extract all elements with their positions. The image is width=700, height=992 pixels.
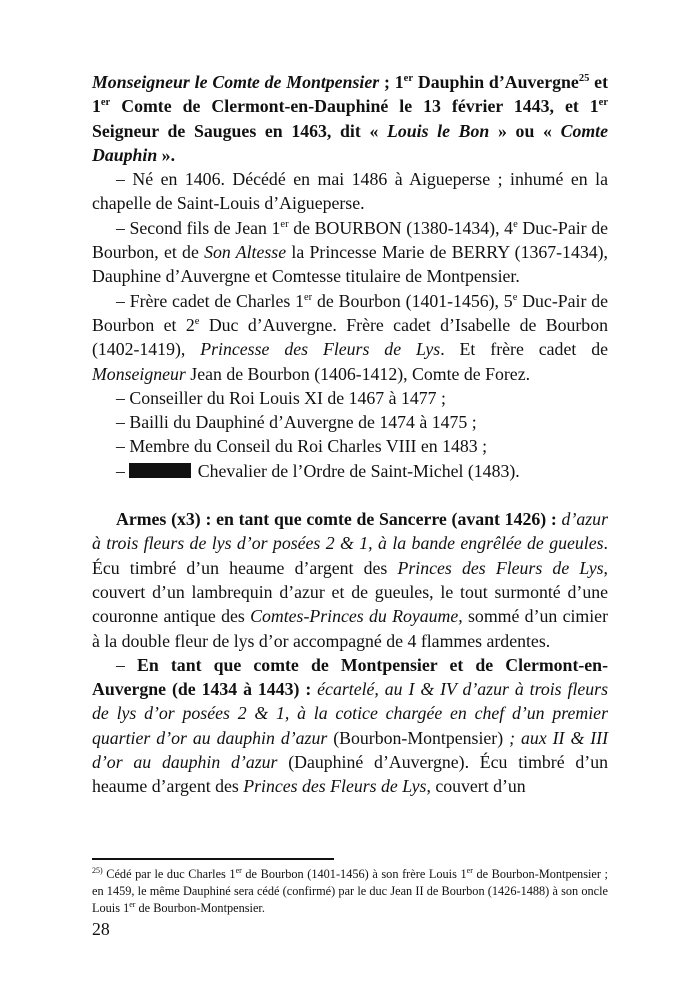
text-run: (Dauphiné d’Auvergne). Écu timbré d’un heaume d’argent des [92, 752, 608, 797]
text-run: – [116, 460, 130, 481]
footnote [92, 866, 608, 917]
arms-heading: Armes (x3) : en tant que comte de Sancerre (avant 1426) : [116, 509, 557, 530]
text-run: – Second fils de Jean 1 [116, 217, 281, 238]
superscript: er [280, 218, 289, 230]
redaction-bar [129, 463, 191, 478]
text-run: Seigneur de Saugues en 1463, dit « [92, 120, 388, 141]
list-item [92, 459, 608, 483]
superscript: e [194, 315, 200, 327]
text-run: Duc-Pair de Bourbon et 2 [92, 290, 608, 335]
superscript: er [466, 866, 473, 875]
superscript: er [129, 900, 136, 909]
text-run: Jean de Bourbon (1406-1412), Comte de Forez. [185, 363, 531, 384]
birth-paragraph: – Né en 1406. Décédé en mai 1486 à Aigueperse ; inhumé en la chapelle de Saint-Louis d’Aigueperse. [92, 169, 608, 214]
text-run: , couvert d’un lambrequin d’azur et de gueules, le tout surmonté d’une couronne antique des [92, 557, 608, 627]
list-item: – Bailli du Dauphiné d’Auvergne de 1474 à 1475 ; [116, 412, 477, 433]
text-run: . Et frère cadet de [440, 339, 608, 360]
italic-run: Princesse des Fleurs de Lys [200, 339, 441, 360]
superscript: er [235, 866, 242, 875]
text-run: Duc-Pair de Bourbon, et de [92, 217, 608, 263]
arms-montpensier-paragraph [92, 653, 608, 799]
text-run: Chevalier de l’Ordre de Saint-Michel (1483). [193, 460, 520, 481]
text-run: » ou « [489, 120, 561, 141]
text-run: , couvert d’un [426, 776, 526, 797]
footnote-ref[interactable]: 25 [578, 73, 590, 84]
text-run: – Frère cadet de Charles 1 [116, 290, 304, 311]
heading-paragraph [92, 70, 608, 167]
text-run: de Bourbon (1401-1456) à son frère Louis 1 [241, 867, 467, 881]
blazon-italic: ; aux II & III d’or au dauphin d’azur [92, 727, 609, 773]
text-run: de Bourbon-Montpensier. [135, 901, 265, 915]
arms-heading: En tant que comte de Montpensier et de Clermont-en-Auvergne (de 1434 à 1443) : [92, 654, 608, 700]
italic-run: Son Altesse [204, 242, 287, 263]
paragraph-gap [92, 483, 608, 507]
italic-run: Princes des Fleurs de Lys [397, 557, 604, 578]
nickname-italic: Comte Dauphin [92, 120, 608, 165]
footnote-number: 25) [92, 866, 103, 875]
text-run: et 1 [92, 72, 608, 117]
parents-paragraph [92, 216, 608, 289]
italic-run: Princes des Fleurs de Lys [243, 776, 427, 797]
text-run: Comte de Clermont-en-Dauphiné le 13 février 1443, et 1 [110, 96, 599, 117]
footnote-separator [92, 858, 334, 860]
text-run: Duc d’Auvergne. Frère cadet d’Isabelle de Bourbon (1402-1419), [92, 314, 608, 360]
superscript: er [100, 97, 111, 109]
list-item: – Membre du Conseil du Roi Charles VIII en 1483 ; [116, 436, 488, 457]
blazon-italic: d’azur à trois fleurs de lys d’or posées 2 & 1, à la bande engrêlée de gueules [92, 509, 608, 554]
superscript: er [403, 73, 413, 84]
superscript: e [512, 291, 518, 303]
page-number: 28 [92, 919, 110, 939]
text-run: sommé d’un cimier à la double fleur de lys d’or accompagné de 4 flammes ardentes. [92, 606, 608, 651]
superscript: e [513, 218, 518, 230]
italic-run: Comtes-Princes du Royaume, [250, 606, 463, 627]
italic-run: Monseigneur [92, 363, 186, 384]
text-run: ». [157, 144, 176, 165]
text-run: ; 1 [379, 72, 404, 92]
text-run: Dauphin d’Auvergne [413, 72, 579, 92]
text-run: de Bourbon-Montpensier ; en 1459, le même Dauphiné sera cédé (confirmé) par le duc Jean II de Bourbon (1426-1488) à son oncle Louis 1 [92, 867, 608, 915]
text-run: Cédé par le duc Charles 1 [102, 867, 236, 881]
siblings-paragraph [92, 289, 608, 386]
text-run: (Bourbon-Montpensier) [327, 727, 504, 748]
text-run: . Écu timbré d’un heaume d’argent des [92, 533, 608, 578]
arms-paragraph [92, 507, 608, 653]
nickname-italic: Louis le Bon [387, 120, 490, 141]
text-run: de BOURBON (1380-1434), 4 [288, 217, 514, 238]
text-run: de Bourbon (1401-1456), 5 [312, 290, 513, 311]
superscript: er [598, 97, 608, 109]
text-run: – [116, 654, 138, 675]
page-body [92, 70, 608, 799]
title-italic: Monseigneur le Comte de Montpensier [92, 72, 380, 92]
superscript: er [304, 291, 313, 303]
blazon-italic: écartelé, au I & IV d’azur à trois fleurs de lys d’or posées 2 & 1, à la cotice chargée en chef d’un premier quartier d’or au dauphin d’azur [92, 679, 609, 748]
text-run: la Princesse Marie de BERRY (1367-1434), Dauphine d’Auvergne et Comtesse titulaire de Montpensier. [92, 242, 608, 287]
list-item: – Conseiller du Roi Louis XI de 1467 à 1477 ; [116, 387, 446, 408]
